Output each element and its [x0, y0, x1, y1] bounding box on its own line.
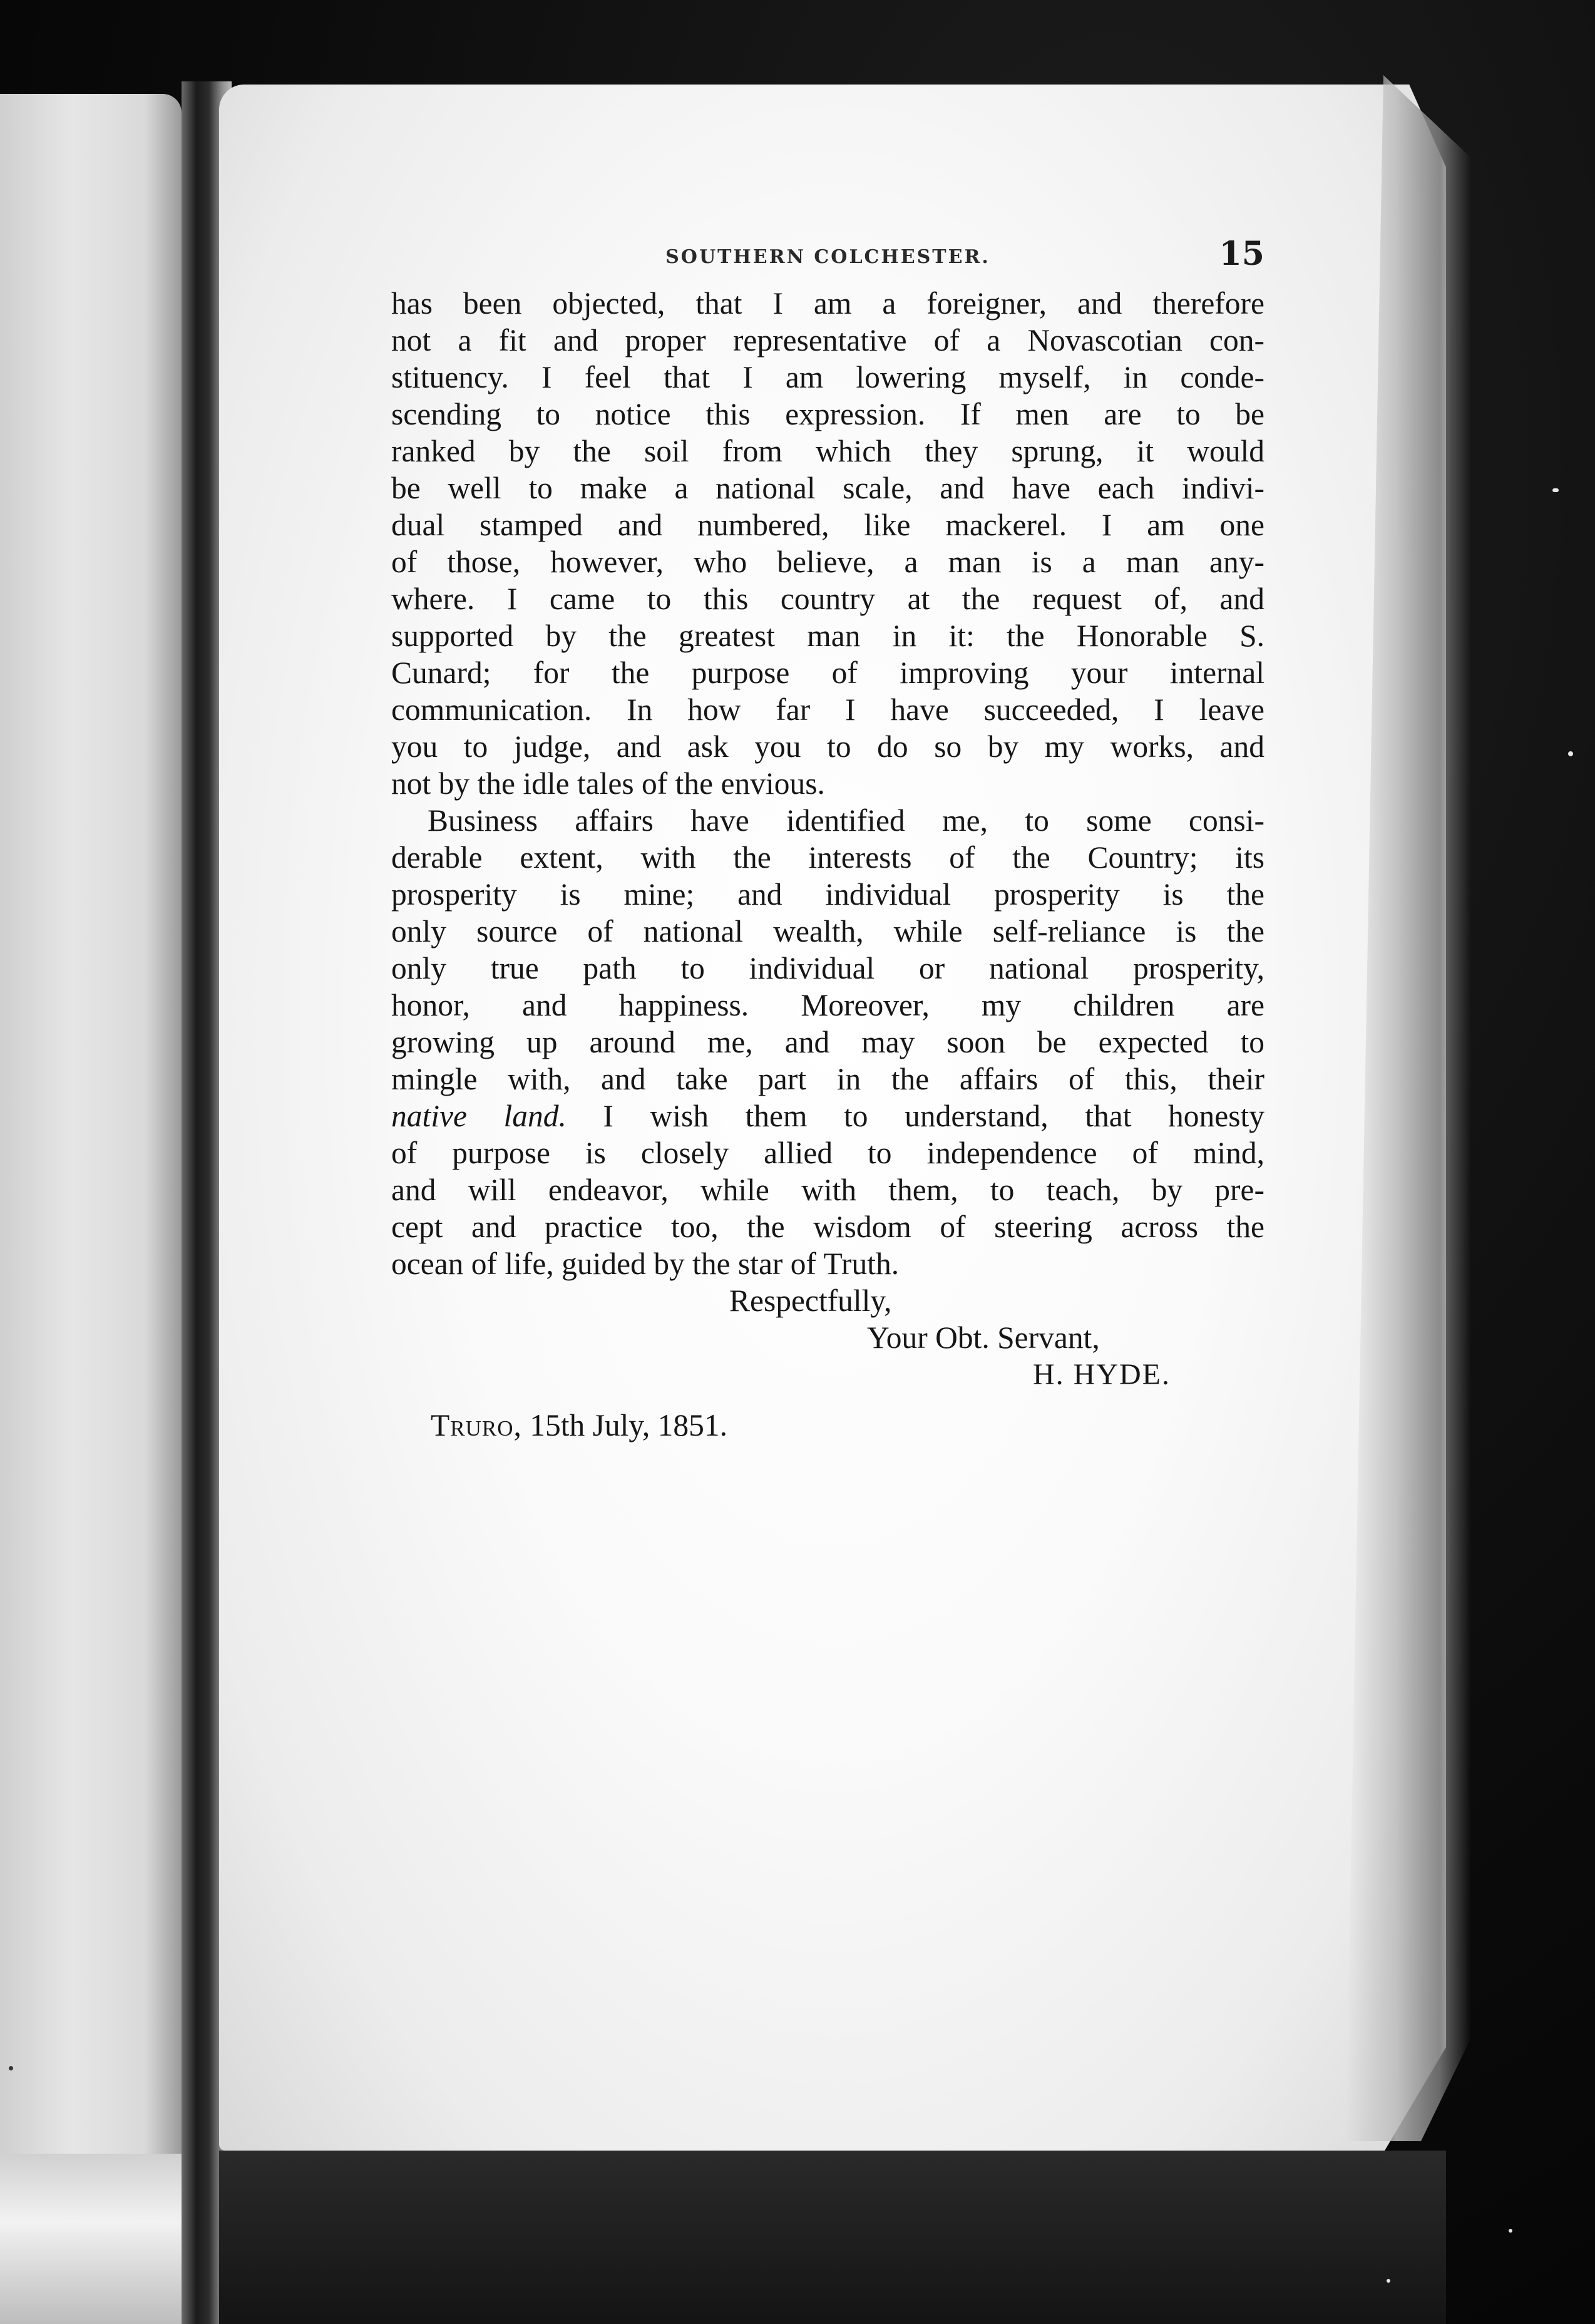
text-line: honor, and happiness. Moreover, my children are	[391, 988, 1264, 1022]
running-head	[391, 235, 1264, 285]
paragraph-2	[391, 802, 1264, 1282]
dateline-place: Truro,	[431, 1408, 522, 1442]
left-page	[0, 94, 182, 2241]
text-line: dual stamped and numbered, like mackerel. I am one	[391, 508, 1264, 542]
text-line: Cunard; for the purpose of improving your internal	[391, 656, 1264, 690]
text-line: not by the idle tales of the envious.	[391, 766, 825, 801]
dateline	[391, 1407, 1264, 1444]
text-line: cept and practice too, the wisdom of steering across the	[391, 1210, 1264, 1244]
page-number: 15	[1219, 235, 1264, 273]
text-line: where. I came to this country at the request of, and	[391, 582, 1264, 616]
text-line: stituency. I feel that I am lowering myself, in conde-	[391, 360, 1264, 394]
text-line: derable extent, with the interests of the Country; its	[391, 840, 1264, 875]
text-line: ranked by the soil from which they sprung, it would	[391, 434, 1264, 468]
text-line: you to judge, and ask you to do so by my works, and	[391, 729, 1264, 764]
text-line: mingle with, and take part in the affairs of this, their	[391, 1062, 1264, 1096]
text-line: Business affairs have identified me, to some consi-	[428, 803, 1264, 838]
scan-scratch-mark	[9, 2066, 13, 2070]
page-text-block	[391, 235, 1264, 1444]
text-line: only true path to individual or national prosperity,	[391, 951, 1264, 985]
text-line: only source of national wealth, while self-reliance is the	[391, 914, 1264, 949]
text-line: of those, however, who believe, a man is a man any-	[391, 545, 1264, 579]
text-line: not a fit and proper representative of a Novascotian con-	[391, 323, 1264, 357]
text-line	[391, 1098, 1264, 1134]
text-line: communication. In how far I have succeeded, I leave	[391, 692, 1264, 727]
text-line: scending to notice this expression. If men are to be	[391, 397, 1264, 431]
text-line: growing up around me, and may soon be expected to	[391, 1025, 1264, 1059]
text-line: prosperity is mine; and individual prosperity is the	[391, 877, 1264, 912]
text-line: ocean of life, guided by the star of Truth.	[391, 1247, 900, 1281]
scan-scratch-mark	[1568, 751, 1573, 756]
italic-phrase: native land.	[391, 1099, 567, 1133]
paragraph-1	[391, 285, 1264, 802]
closing-respectfully: Respectfully,	[729, 1283, 892, 1318]
text-line-rest: I wish them to understand, that honesty	[566, 1099, 1264, 1133]
scan-scratch-mark	[1552, 488, 1559, 492]
text-line: of purpose is closely allied to independence of mind,	[391, 1136, 1264, 1170]
dateline-date: 15th July, 1851.	[521, 1408, 728, 1442]
scan-scratch-mark	[1509, 2229, 1512, 2233]
running-title: SOUTHERN COLCHESTER.	[665, 246, 990, 268]
text-line: be well to make a national scale, and have each indivi-	[391, 471, 1264, 505]
closing-signature: H. HYDE.	[1033, 1358, 1171, 1391]
text-line: supported by the greatest man in it: the Honorable S.	[391, 619, 1264, 653]
closing-servant: Your Obt. Servant,	[867, 1320, 1100, 1355]
bottom-background-strip	[219, 2151, 1446, 2324]
scan-scratch-mark	[1387, 2279, 1390, 2283]
text-line: and will endeavor, while with them, to teach, by pre-	[391, 1173, 1264, 1207]
letter-closing	[391, 1282, 1264, 1393]
text-line: has been objected, that I am a foreigner, and therefore	[391, 286, 1264, 321]
